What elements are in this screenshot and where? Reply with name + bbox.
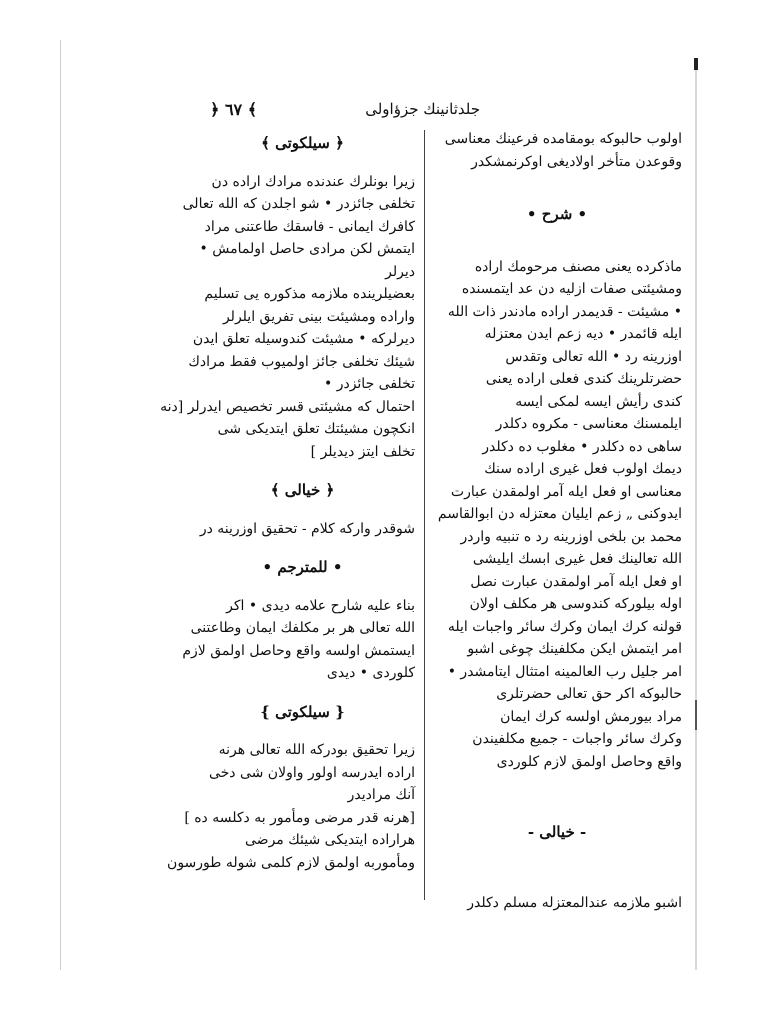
text-line: واراده ومشيئت بينى تفريق ايلرلر bbox=[222, 308, 415, 325]
text-line: ومأموربه اولمق لازم كلمى شوله طورسون bbox=[167, 854, 415, 871]
text-line: ماذكرده يعنى مصنف مرحومك اراده bbox=[474, 258, 682, 275]
text-line: امر جليل رب العالمينه امتثال ايتامشدر • bbox=[447, 663, 682, 680]
text-line: قولنه كرك ايمان وكرك سائر واجبات ايله bbox=[447, 618, 682, 635]
text-line: • مشيئت - قديمدر اراده مادندر ذات الله bbox=[447, 303, 682, 320]
text-line: زيرا بونلرك عندنده مرادك اراده دن bbox=[211, 173, 415, 190]
text-line: كافرك ايمانى - فاسقك طاعتنى مراد bbox=[204, 218, 415, 235]
text-line: ايتمش لكن مرادى حاصل اولمامش • bbox=[199, 241, 415, 257]
text-line: كندى رأيش ايسه لمكى ايسه bbox=[515, 393, 682, 410]
text-line: انكچون مشيئتك تعلق ايتديكى شى bbox=[217, 421, 415, 437]
right-column bbox=[432, 128, 682, 914]
text-line: ديمك اولوب فعل غيرى اراده سنك bbox=[484, 461, 682, 477]
section-heading-sharh: • شرح • bbox=[526, 205, 588, 223]
scan-edge-line bbox=[695, 70, 697, 970]
page-header bbox=[190, 100, 480, 124]
text-line: شوقدر واركه كلام - تحقيق اوزرينه در bbox=[199, 520, 415, 537]
page-edge-shadow bbox=[60, 40, 61, 970]
text-line: اوزرينه رد • الله تعالى وتقدس bbox=[505, 348, 682, 365]
section-heading-siyalkoti: { سيلكوتى } bbox=[260, 702, 345, 721]
text-line: الله تعالينك فعل غيرى ابسك ايليشى bbox=[472, 551, 682, 567]
text-line: تخلفى جائزدر • bbox=[323, 376, 415, 392]
page-number: ﴿ ٦٧ ﴾ bbox=[210, 100, 258, 119]
text-line: وقوعدن متأخر اولاديغى اوكرنمشكدر bbox=[471, 153, 682, 170]
text-line: واقع وحاصل اولمق لازم كلوردى bbox=[496, 753, 682, 770]
text-line: اشبو ملازمه عندالمعتزله مسلم دكلدر bbox=[467, 894, 682, 911]
text-line: ساهى ده دكلدر • مغلوب ده دكلدر bbox=[482, 438, 682, 455]
text-line: ايلمسنك معناسى - مكروه دكلدر bbox=[495, 416, 682, 432]
text-line: ومشيئتى صفات ازليه دن عد ايتمسنده bbox=[461, 281, 682, 297]
text-line: حضرتلرينك كندى فعلى اراده يعنى bbox=[485, 371, 682, 387]
text-line: امر ايتمش ايكن مكلفينك چوغى اشبو bbox=[467, 641, 682, 657]
text-line: او فعل ايله آمر اولمقدن عبارت نصل bbox=[470, 573, 682, 590]
text-line: حالبوكه اكر حق تعالى حضرتلرى bbox=[496, 686, 682, 702]
scan-edge-marker bbox=[694, 58, 698, 70]
text-line: ايله قائمدر • ديه زعم ايدن معتزله bbox=[484, 326, 682, 342]
running-title: جلدثانينك جزؤاولى bbox=[365, 100, 480, 118]
text-line: وكرك سائر واجبات - جميع مكلفيندن bbox=[472, 731, 682, 747]
text-line: زيرا تحقيق بودركه الله تعالى هرنه bbox=[218, 742, 415, 758]
text-line: الله تعالى هر بر مكلفك ايمان وطاعتنى bbox=[190, 620, 415, 636]
column-divider bbox=[424, 130, 425, 900]
text-line: ديرلركه • مشيئت كندوسيله تعلق ايدن bbox=[192, 331, 415, 347]
left-column bbox=[160, 128, 415, 874]
section-heading-translator: • للمترجم • bbox=[262, 558, 343, 576]
text-line: تخلفى جائزدر • شو اجلدن كه الله تعالى bbox=[182, 196, 415, 212]
section-heading-khayali: - خيالى - bbox=[527, 823, 587, 841]
text-line: مراد بيورمش اولسه كرك ايمان bbox=[500, 708, 682, 725]
scan-edge-tick bbox=[695, 700, 697, 730]
text-line: ديرلر bbox=[385, 263, 415, 280]
text-line: تخلف ايتز ديديلر ] bbox=[310, 443, 415, 460]
section-heading-khayali: ﴿ خيالى ﴾ bbox=[270, 481, 335, 499]
text-line: اراده ايدرسه اولور واولان شى دخى bbox=[208, 764, 415, 781]
text-line: اولوب حالبوكه بومقامده فرعينك معناسى bbox=[444, 131, 682, 147]
text-line: محمد بن بلخى اوزرينه رد ه تنبيه واردر bbox=[460, 528, 682, 545]
text-line: بعضيلرينده ملازمه مذكوره يى تسليم bbox=[204, 286, 415, 302]
text-line: كلوردى • ديدى bbox=[326, 665, 415, 681]
section-heading-siyalkoti: ﴿ سيلكوتى ﴾ bbox=[261, 134, 344, 152]
text-line: ايستمش اولسه واقع وحاصل اولمق لازم bbox=[182, 642, 415, 659]
text-line: ايدوكنى „ زعم ايليان معتزله دن ابوالقاسم bbox=[437, 506, 682, 522]
text-line: هراراده ايتديكى شيئك مرضى bbox=[245, 832, 415, 848]
text-line: معناسى او فعل ايله آمر اولمقدن عبارت bbox=[450, 483, 682, 500]
text-line: بناء عليه شارح علامه ديدى • اكر bbox=[226, 597, 415, 614]
text-line: شيئك تخلفى جائز اولميوب فقط مرادك bbox=[188, 353, 415, 370]
text-line: احتمال كه مشيئتى قسر تخصيص ايدرلر [دنه bbox=[160, 398, 415, 415]
text-line: [هرنه قدر مرضى ومأمور به دكلسه ده ] bbox=[184, 809, 415, 826]
text-line: اوله بيلوركه كندوسى هر مكلف اولان bbox=[469, 596, 682, 612]
text-line: آنك مراديدر bbox=[347, 787, 415, 803]
